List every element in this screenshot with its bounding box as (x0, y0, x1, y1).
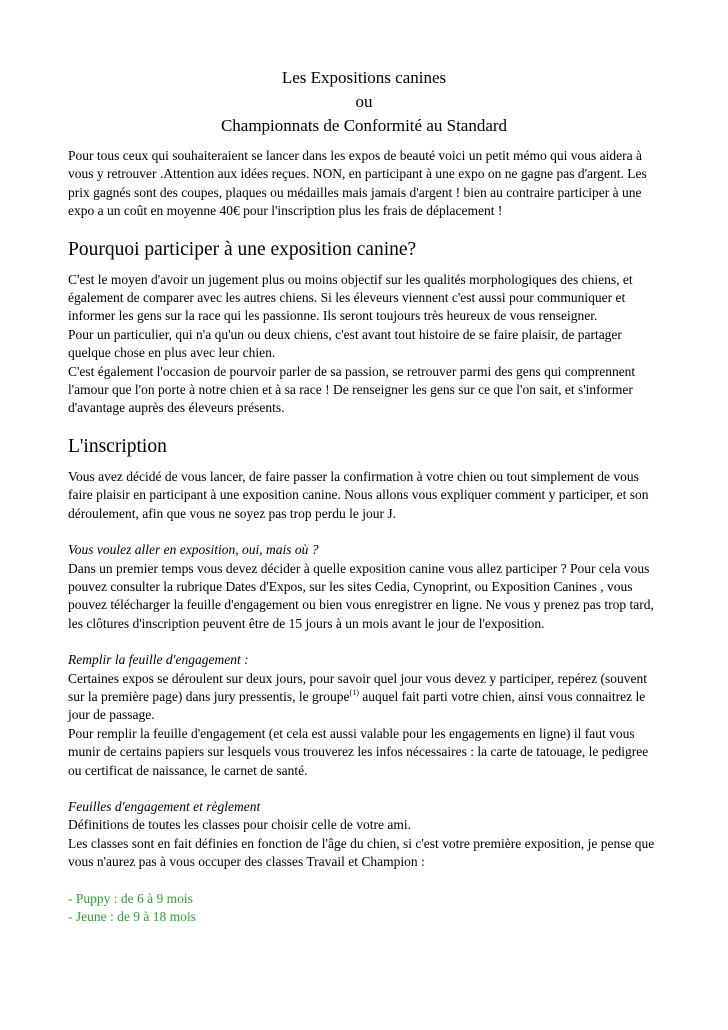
intro-paragraph: Pour tous ceux qui souhaiteraient se lancer dans les expos de beauté voici un petit mémo qui vous aidera à vous y retrouver .Attention aux idées reçues. NON, en participant à une expo on ne gagne pas d'argent. Les prix gagnés sont des coupes, plaques ou médailles mais jamais d'argent ! bien au contraire participer à une expo a un coût en moyenne 40€ pour l'inscription plus les frais de déplacement ! (68, 148, 647, 219)
why-paragraph-1: C'est le moyen d'avoir un jugement plus ou moins objectif sur les qualités morphologiques des chiens, et également de comparer avec les autres chiens. Si les éleveurs viennent c'est aussi pour communiquer et informer les gens sur la race qui les passionne. Ils seront toujours très heureux de vous renseigner. (68, 271, 633, 324)
inscription-paragraph-1: Vous avez décidé de vous lancer, de faire passer la confirmation à votre chien ou tout simplement de vous faire plaisir en participant à une exposition canine. Nous allons vous expliquer comment y participer, et son déroulement, afin que vous ne soyez pas trop perdu le jour J. (68, 468, 649, 521)
where-paragraph: Dans un premier temps vous devez décider à quelle exposition canine vous allez participer ? Pour cela vous pouvez consulter la rubrique Dates d'Expos, sur les sites Cedia, Cynoprint, ou Exposition Canines , vous pouvez télécharger la feuille d'engagement ou bien vous enregistrer en ligne. Ne vous y prenez pas trop tard, les clôtures d'inscription peuvent être de 15 jours à un mois avant le jour de l'exposition. (68, 560, 654, 631)
footnote-marker: (1) (349, 687, 359, 697)
section-heading-why: Pourquoi participer à une exposition canine? (68, 238, 417, 260)
class-jeune: - Jeune : de 9 à 18 mois (68, 909, 196, 924)
title-line-3: Championnats de Conformité au Standard (220, 116, 508, 135)
fill-form-text-b: auquel fait parti votre chien, ainsi vous connaitrez le jour de passage. (68, 688, 646, 723)
rules-paragraph-1: Définitions de toutes les classes pour choisir celle de votre ami. (68, 817, 412, 833)
title-line-1: Les Expositions canines (281, 68, 447, 87)
section-heading-inscription: L'inscription (68, 435, 167, 457)
rules-paragraph-2: Les classes sont en fait définies en fonction de l'âge du chien, si c'est votre première exposition, je pense que vous n'aurez pas à vous occuper des classes Travail et Champion : (68, 835, 655, 870)
document-title (68, 66, 660, 138)
why-paragraph-3: C'est également l'occasion de pourvoir parler de sa passion, se retrouver parmi des gens qui comprennent l'amour que l'on porte à notre chien et à sa race ! De renseigner les gens sur ce que l'on sait, et s'informer d'avantage auprès des éleveurs présents. (68, 363, 636, 416)
why-paragraph-2: Pour un particulier, qui n'a qu'un ou deux chiens, c'est avant tout histoire de se faire plaisir, de partager quelque chose en plus avec leur chien. (68, 326, 622, 361)
fill-form-text-a: Certaines expos se déroulent sur deux jours, pour savoir quel jour vous devez y participer, repérez (souvent sur la première page) dans jury pressentis, le groupe (68, 670, 648, 704)
subheading-fill-form: Remplir la feuille d'engagement : (68, 652, 249, 668)
subheading-rules: Feuilles d'engagement et règlement (68, 798, 261, 814)
fill-form-paragraph-1 (68, 670, 660, 725)
subheading-where: Vous voulez aller en exposition, oui, mais où ? (68, 542, 319, 558)
title-line-2: ou (355, 92, 373, 111)
fill-form-paragraph-2: Pour remplir la feuille d'engagement (et cela est aussi valable pour les engagements en ligne) il faut vous munir de certains papiers sur lesquels vous trouverez les infos nécessaires : la carte de tatouage, le pedigree ou certificat de naissance, le carnet de santé. (68, 725, 649, 778)
class-puppy: - Puppy : de 6 à 9 mois (68, 890, 193, 906)
